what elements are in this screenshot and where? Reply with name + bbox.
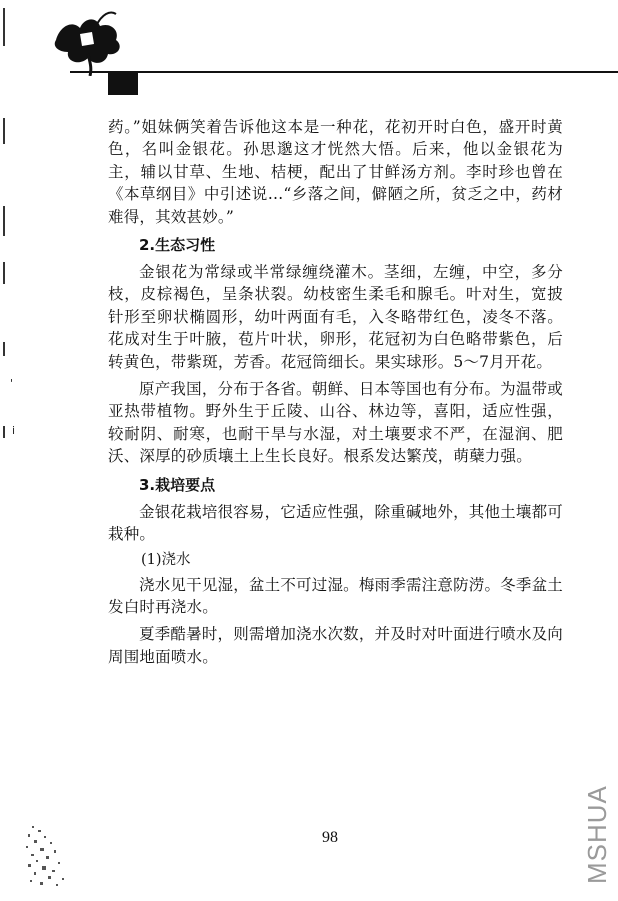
section-heading-ecology: 2.生态习性	[139, 236, 216, 255]
header-block	[108, 73, 138, 95]
watermark: MSHUA	[582, 785, 612, 884]
scan-edge-mark	[3, 8, 5, 46]
scan-speck: '	[10, 377, 14, 390]
scan-speck: i	[12, 424, 16, 437]
scan-edge-mark	[3, 342, 5, 356]
subsection-heading-watering: (1)浇水	[141, 551, 191, 568]
scan-noise-artifact	[22, 820, 74, 890]
body-text	[108, 116, 563, 668]
paragraph: 原产我国，分布于各省。朝鲜、日本等国也有分布。为温带或亚热带植物。野外生于丘陵、山谷、林边等，喜阳，适应性强，较耐阴、耐寒，也耐干旱与水湿，对土壤要求不严，在湿润、肥沃、深厚的砂质壤土上生长良好。根系发达繁茂，萌蘖力强。	[108, 380, 563, 466]
paragraph: 金银花为常绿或半常绿缠绕灌木。茎细，左缠，中空，多分枝，皮棕褐色，呈条状裂。幼枝密生柔毛和腺毛。叶对生，宽披针形至卵状椭圆形，幼叶两面有毛，入冬略带红色，凌冬不落。花成对生于叶腋，苞片叶状，卵形，花冠初为白色略带紫色，后转黄色，带紫斑，芳香。花冠筒细长。果实球形。5～7月开花。	[108, 263, 563, 371]
paragraph: 夏季酷暑时，则需增加浇水次数，并及时对叶面进行喷水及向周围地面喷水。	[108, 625, 563, 666]
paragraph: 金银花栽培很容易，它适应性强，除重碱地外，其他土壤都可栽种。	[108, 502, 563, 544]
scan-edge-mark	[3, 118, 5, 144]
flower-ornament-icon	[36, 6, 136, 76]
scan-edge-mark	[3, 206, 5, 236]
paragraph: 药。”姐妹俩笑着告诉他这本是一种花，花初开时白色，盛开时黄色，名叫金银花。孙思邈这才恍然大悟。后来，他以金银花为主，辅以甘草、生地、桔梗，配出了甘鲜汤方剂。李时珍也曾在《本草纲目》中引述说…“乡落之间，僻陋之所，贫乏之中，药材难得，其效甚妙。”	[108, 118, 563, 226]
page-number: 98	[322, 829, 338, 846]
header-rule	[70, 71, 618, 73]
scan-edge-mark	[3, 262, 5, 284]
section-heading-cultivation: 3.栽培要点	[139, 475, 216, 494]
scan-edge-mark	[3, 426, 5, 438]
paragraph: 浇水见干见湿，盆土不可过湿。梅雨季需注意防涝。冬季盆土发白时再浇水。	[108, 575, 563, 616]
